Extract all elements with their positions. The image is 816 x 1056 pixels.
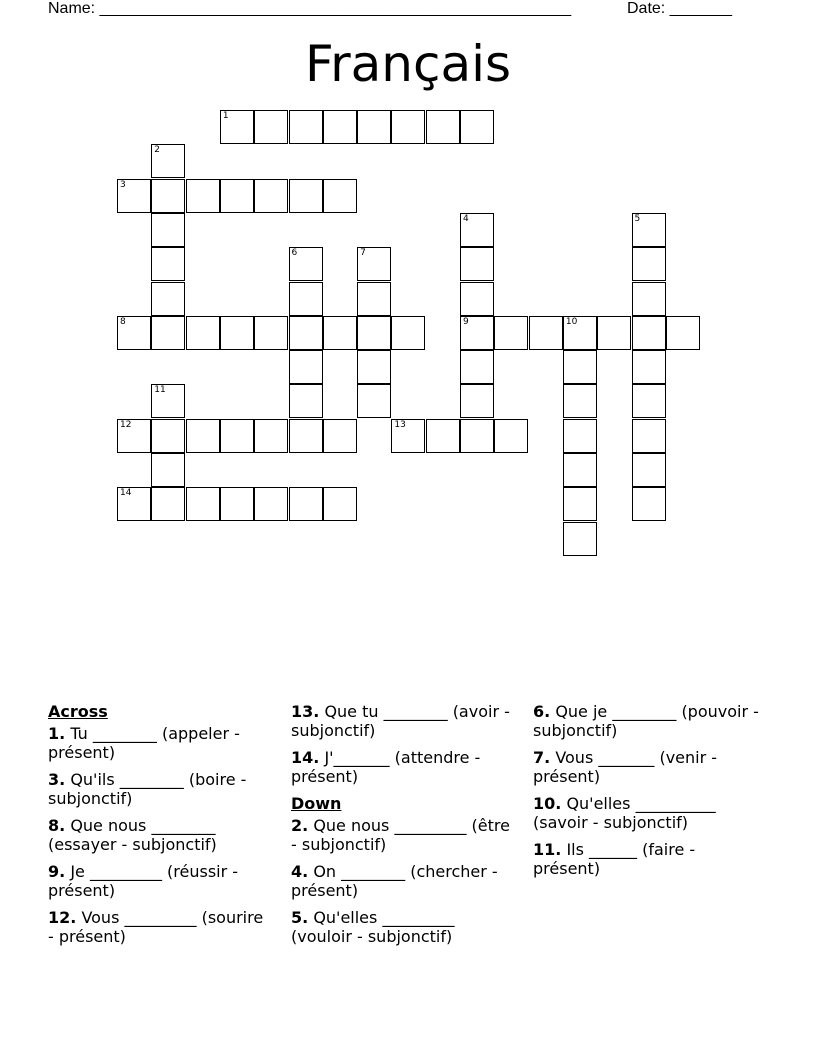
clue-text: Qu'elles _________ (vouloir - subjonctif) xyxy=(291,908,455,946)
crossword-cell[interactable] xyxy=(220,419,254,453)
clue-number: 5. xyxy=(291,908,309,927)
across-heading: Across xyxy=(48,702,108,721)
crossword-cell[interactable] xyxy=(460,384,494,418)
crossword-cell[interactable] xyxy=(632,419,666,453)
clue-number: 6. xyxy=(533,702,551,721)
crossword-cell[interactable] xyxy=(563,384,597,418)
clue-text: Que tu ________ (avoir - subjonctif) xyxy=(291,702,510,740)
crossword-cell[interactable] xyxy=(460,316,494,350)
clue-text: J'_______ (attendre - présent) xyxy=(291,748,481,786)
clue-number-label: 11 xyxy=(154,385,166,396)
crossword-cell[interactable] xyxy=(254,179,288,213)
clue-across-3 xyxy=(48,770,274,808)
crossword-cell[interactable] xyxy=(632,350,666,384)
clue-number-label: 6 xyxy=(291,248,298,259)
crossword-cell[interactable] xyxy=(117,179,151,213)
clue-number-label: 8 xyxy=(120,316,126,327)
clue-across-14 xyxy=(291,748,517,786)
crossword-cell[interactable] xyxy=(151,316,185,350)
crossword-cell[interactable] xyxy=(151,179,185,213)
clue-number: 14. xyxy=(291,748,320,767)
crossword-cell[interactable] xyxy=(563,419,597,453)
clue-text: Que je ________ (pouvoir - subjonctif) xyxy=(533,702,759,740)
crossword-cell[interactable] xyxy=(632,316,666,350)
crossword-cell[interactable] xyxy=(117,316,151,350)
clue-number: 9. xyxy=(48,862,66,881)
down-heading: Down xyxy=(291,794,342,813)
clue-number: 1. xyxy=(48,724,66,743)
clue-across-8 xyxy=(48,816,274,854)
crossword-cell[interactable] xyxy=(563,522,597,556)
crossword-cell[interactable] xyxy=(494,419,528,453)
date-field-label: Date: _______ xyxy=(627,0,732,17)
crossword-cell[interactable] xyxy=(357,384,391,418)
name-field-label: Name: _____________________________________________________ xyxy=(48,0,572,17)
crossword-cell[interactable] xyxy=(391,419,425,453)
crossword-cell[interactable] xyxy=(632,247,666,281)
crossword-cell[interactable] xyxy=(323,487,357,521)
clue-text: Je _________ (réussir - présent) xyxy=(48,862,239,900)
clue-number-label: 4 xyxy=(463,213,469,224)
clue-text: Vous _______ (venir - présent) xyxy=(533,748,718,786)
clue-text: Que nous ________ (essayer - subjonctif) xyxy=(48,816,217,854)
crossword-cell[interactable] xyxy=(666,316,700,350)
clue-number: 12. xyxy=(48,908,77,927)
crossword-cell[interactable] xyxy=(563,316,597,350)
crossword-cell[interactable] xyxy=(151,144,185,178)
crossword-cell[interactable] xyxy=(426,419,460,453)
clue-column-2 xyxy=(291,702,517,954)
crossword-cell[interactable] xyxy=(323,316,357,350)
crossword-cell[interactable] xyxy=(563,487,597,521)
crossword-cell[interactable] xyxy=(357,247,391,281)
clue-number: 3. xyxy=(48,770,66,789)
crossword-cell[interactable] xyxy=(117,487,151,521)
crossword-cell[interactable] xyxy=(289,350,323,384)
clue-column-1 xyxy=(48,702,274,954)
crossword-cell[interactable] xyxy=(220,179,254,213)
clue-number-label: 13 xyxy=(394,419,406,430)
crossword-cell[interactable] xyxy=(151,487,185,521)
clue-number-label: 9 xyxy=(463,316,469,327)
crossword-cell[interactable] xyxy=(357,110,391,144)
clue-number: 10. xyxy=(533,794,562,813)
crossword-cell[interactable] xyxy=(186,419,220,453)
crossword-cell[interactable] xyxy=(151,282,185,316)
clue-text: Vous _________ (sourire - présent) xyxy=(48,908,264,946)
crossword-cell[interactable] xyxy=(357,350,391,384)
clue-text: Ils ______ (faire - présent) xyxy=(533,840,696,878)
crossword-cell[interactable] xyxy=(254,419,288,453)
clue-number: 8. xyxy=(48,816,66,835)
crossword-cell[interactable] xyxy=(151,384,185,418)
crossword-cell[interactable] xyxy=(460,282,494,316)
clue-number-label: 3 xyxy=(120,179,126,190)
crossword-cell[interactable] xyxy=(151,213,185,247)
crossword-cell[interactable] xyxy=(151,247,185,281)
clue-text: Que nous _________ (être - subjonctif) xyxy=(291,816,510,854)
crossword-cell[interactable] xyxy=(563,453,597,487)
clue-down-5 xyxy=(291,908,517,946)
crossword-cell[interactable] xyxy=(357,282,391,316)
crossword-cell[interactable] xyxy=(460,247,494,281)
clue-across-12 xyxy=(48,908,274,946)
clue-number-label: 12 xyxy=(120,419,132,430)
crossword-cell[interactable] xyxy=(289,316,323,350)
crossword-cell[interactable] xyxy=(289,384,323,418)
clue-down-6 xyxy=(533,702,759,740)
clue-down-2 xyxy=(291,816,517,854)
crossword-cell[interactable] xyxy=(632,282,666,316)
crossword-cell[interactable] xyxy=(323,179,357,213)
crossword-cell[interactable] xyxy=(289,419,323,453)
crossword-cell[interactable] xyxy=(426,110,460,144)
clue-text: On ________ (chercher - présent) xyxy=(291,862,498,900)
crossword-cell[interactable] xyxy=(323,110,357,144)
clue-number-label: 7 xyxy=(360,248,366,259)
crossword-cell[interactable] xyxy=(494,316,528,350)
clue-number-label: 2 xyxy=(154,145,161,156)
clue-text: Tu ________ (appeler - présent) xyxy=(48,724,240,762)
crossword-cell[interactable] xyxy=(289,179,323,213)
clue-number-label: 1 xyxy=(222,111,229,121)
crossword-cell[interactable] xyxy=(460,419,494,453)
crossword-cell[interactable] xyxy=(220,316,254,350)
clue-number: 7. xyxy=(533,748,551,767)
clue-number: 2. xyxy=(291,816,309,835)
clue-down-4 xyxy=(291,862,517,900)
crossword-cell[interactable] xyxy=(289,247,323,281)
clue-column-3 xyxy=(533,702,759,886)
crossword-cell[interactable] xyxy=(529,316,563,350)
clue-down-7 xyxy=(533,748,759,786)
crossword-cell[interactable] xyxy=(632,213,666,247)
clue-text: Qu'elles __________ (savoir - subjonctif) xyxy=(533,794,716,832)
clue-text: Qu'ils ________ (boire - subjonctif) xyxy=(48,770,247,808)
clue-number-label: 10 xyxy=(565,316,578,327)
crossword-cell[interactable] xyxy=(632,487,666,521)
clue-number: 13. xyxy=(291,702,320,721)
clue-across-13 xyxy=(291,702,517,740)
crossword-cell[interactable] xyxy=(289,282,323,316)
clue-number: 11. xyxy=(533,840,562,859)
crossword-cell[interactable] xyxy=(151,453,185,487)
clue-number-label: 5 xyxy=(634,213,641,224)
clue-across-9 xyxy=(48,862,274,900)
crossword-cell[interactable] xyxy=(220,487,254,521)
crossword-cell[interactable] xyxy=(323,419,357,453)
crossword-cell[interactable] xyxy=(151,419,185,453)
crossword-cell[interactable] xyxy=(254,110,288,144)
crossword-cell[interactable] xyxy=(460,110,494,144)
crossword-cell[interactable] xyxy=(597,316,631,350)
clue-number-label: 14 xyxy=(120,488,132,499)
clue-number: 4. xyxy=(291,862,309,881)
crossword-cell[interactable] xyxy=(391,110,425,144)
clue-down-10 xyxy=(533,794,759,832)
crossword-cell[interactable] xyxy=(220,110,254,144)
crossword-cell[interactable] xyxy=(186,179,220,213)
crossword-cell[interactable] xyxy=(254,316,288,350)
crossword-cell[interactable] xyxy=(254,487,288,521)
crossword-cell[interactable] xyxy=(289,110,323,144)
crossword-cell[interactable] xyxy=(186,487,220,521)
page-title: Français xyxy=(304,35,512,93)
clue-across-1 xyxy=(48,724,274,762)
crossword-cell[interactable] xyxy=(632,453,666,487)
crossword-cell[interactable] xyxy=(391,316,425,350)
clue-down-11 xyxy=(533,840,759,878)
crossword-cell[interactable] xyxy=(289,487,323,521)
crossword-cell[interactable] xyxy=(357,316,391,350)
crossword-cell[interactable] xyxy=(460,350,494,384)
crossword-cell[interactable] xyxy=(563,350,597,384)
crossword-cell[interactable] xyxy=(117,419,151,453)
crossword-cell[interactable] xyxy=(186,316,220,350)
crossword-cell[interactable] xyxy=(632,384,666,418)
crossword-cell[interactable] xyxy=(460,213,494,247)
